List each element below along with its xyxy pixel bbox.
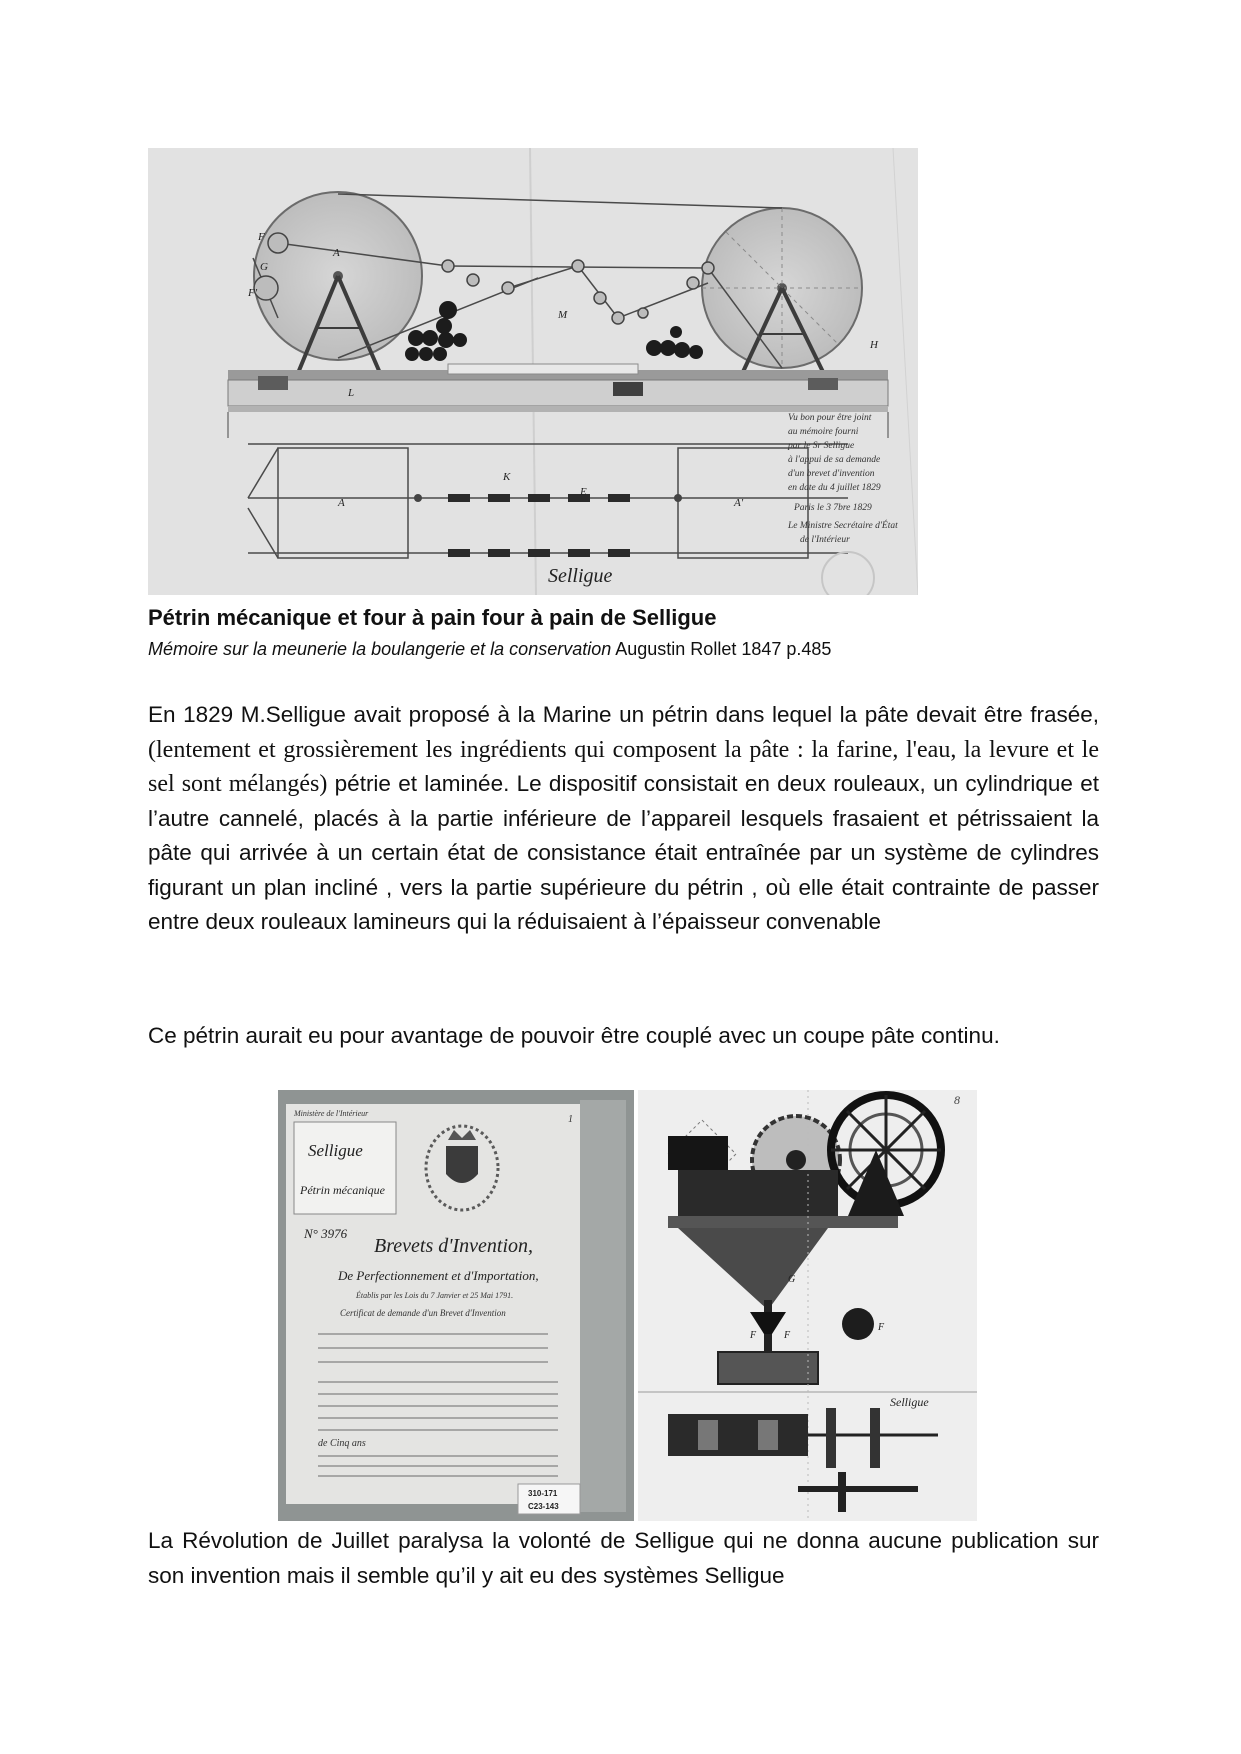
document-subheading: De Perfectionnement et d'Importation, <box>338 1268 539 1283</box>
signature: Selligue <box>548 565 613 587</box>
part-label-k: K <box>503 471 511 483</box>
document-heading: Brevets d'Invention, <box>374 1235 534 1257</box>
part-label-a: A <box>333 247 340 259</box>
paragraph-text: pétrie et laminée. Le dispositif consistait en deux rouleaux, un cylindrique et l’autre cannelé, placés à la partie inférieure de l’appareil lesquels frasaient et pétrissaient la pâte qui arrivée à un certain état de consistance était entraînée par un système de cylindres figurant un plan incliné , vers la partie supérieure du pétrin , où elle était contrainte de passer entre deux rouleaux lamineurs qui la réduisaient à l’épaisseur convenable <box>148 771 1099 934</box>
document-number: N° 3976 <box>304 1226 348 1241</box>
part-label-e: E <box>580 486 587 498</box>
part-label-a-plan: A <box>338 497 345 509</box>
part-label-f: F <box>878 1322 885 1333</box>
part-label-a-prime: A' <box>734 497 744 509</box>
part-label-f: F <box>750 1330 757 1341</box>
page-mark: 8 <box>954 1093 960 1107</box>
machine-drawing-photo <box>638 1090 977 1521</box>
part-label-f-prime: F' <box>248 287 258 299</box>
signature: Selligue <box>890 1395 929 1409</box>
annotation-line: de l'Intérieur <box>800 535 850 545</box>
source-book-title: Mémoire sur la meunerie la boulangerie et la conservation <box>148 639 612 659</box>
kneading-machine-drawing <box>148 148 918 595</box>
document-certificate: Certificat de demande d'un Brevet d'Invention <box>340 1308 506 1318</box>
page-mark: 1 <box>568 1114 573 1125</box>
part-label-f: F <box>784 1330 791 1341</box>
annotation-line: en date du 4 juillet 1829 <box>788 483 881 493</box>
part-label-h: H <box>870 339 878 351</box>
annotation-line: Le Ministre Secrétaire d'État <box>788 521 898 531</box>
body-paragraph: Ce pétrin aurait eu pour avantage de pouvoir être couplé avec un coupe pâte continu. <box>148 1023 1000 1048</box>
annotation-line: Vu bon pour être joint <box>788 413 872 423</box>
part-label-l: L <box>348 387 355 399</box>
ministry-label: Ministère de l'Intérieur <box>294 1109 369 1118</box>
tab-subject: Pétrin mécanique <box>300 1183 385 1197</box>
patent-document-photo <box>278 1090 634 1521</box>
paragraph-text-serif: (lentement et grossièrement les ingrédients qui composent la pâte : la farine, l'eau, la levure et le sel sont mélangés) <box>148 736 1099 797</box>
part-label-f: F <box>258 231 265 243</box>
annotation-line: à l'appui de sa demande <box>788 455 881 465</box>
body-paragraph: La Révolution de Juillet paralysa la volonté de Selligue qui ne donna aucune publication sur son invention mais il semble qu’il y ait eu des systèmes Selligue <box>148 1528 1099 1588</box>
paragraph-text: En 1829 M.Selligue avait proposé à la Marine un pétrin dans lequel la pâte devait être frasée, <box>148 702 1099 727</box>
document-duration: de Cinq ans <box>318 1438 366 1449</box>
part-label-g: G <box>788 1274 796 1285</box>
figure-caption-source <box>148 636 1108 662</box>
annotation-line: au mémoire fourni <box>788 427 859 437</box>
annotation-line: Paris le 3 7bre 1829 <box>794 503 872 513</box>
part-label-m: M <box>558 309 568 321</box>
archive-stamp: 310-171 <box>528 1489 558 1498</box>
tab-name: Selligue <box>308 1141 363 1160</box>
body-paragraph <box>148 698 1099 940</box>
source-author: Augustin Rollet 1847 p.485 <box>611 639 832 659</box>
annotation-line: d'un brevet d'invention <box>788 469 875 479</box>
figure-caption-title: Pétrin mécanique et four à pain four à pain de Selligue <box>148 605 717 630</box>
document-law: Établis par les Lois du 7 Janvier et 25 Mai 1791. <box>356 1291 514 1300</box>
annotation-line: par le Sr Selligue <box>788 441 855 451</box>
archive-stamp: C23-143 <box>528 1502 559 1511</box>
part-label-g: G <box>260 261 268 273</box>
